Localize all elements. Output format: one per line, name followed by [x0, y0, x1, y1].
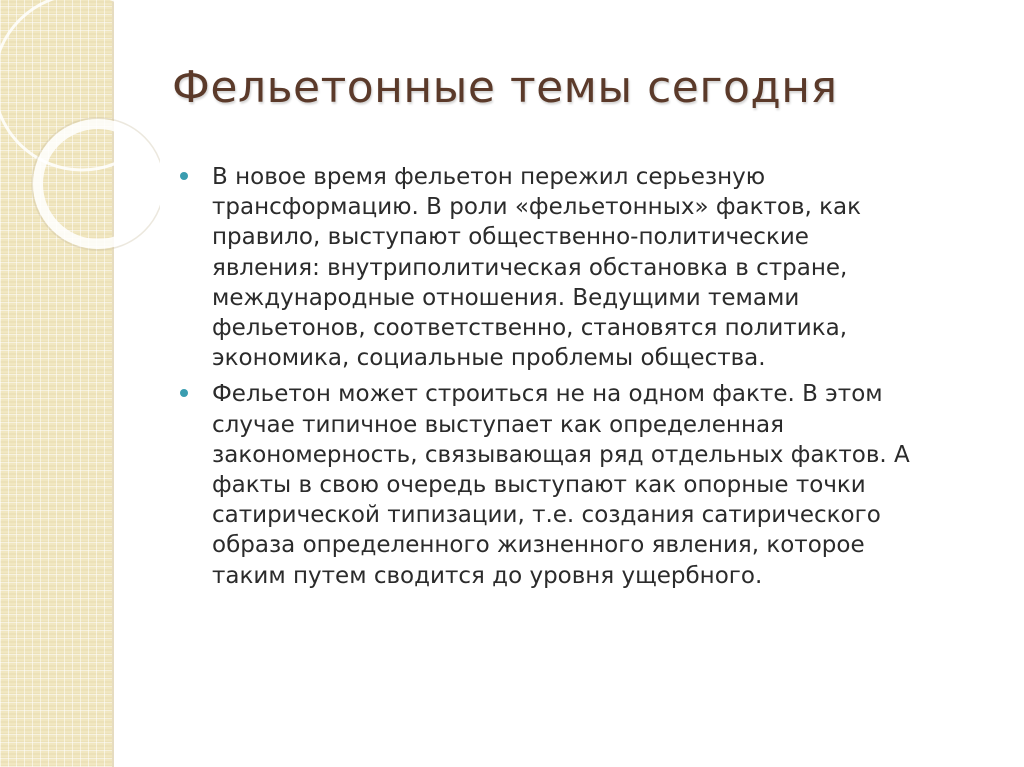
bullet-item [178, 162, 968, 373]
bullet-dot-icon [180, 389, 188, 397]
slide-title: Фельетонные темы сегодня [172, 62, 838, 113]
bullet-list [178, 162, 968, 591]
bullet-text: В новое время фельетон пережил серьезную трансформацию. В роли «фельетонных» фактов, как правило, выступают общественно-политические явления: внутриполитическая обстановка в стране, международные отношения. Ведущими темами фельетонов, соответственно, становятся политика, экономика, социальные проблемы общества. [212, 164, 862, 372]
decorative-ring-small [38, 124, 158, 244]
decorative-ring-large [0, 0, 160, 170]
bullet-item [178, 379, 968, 590]
decorative-rings [0, 0, 160, 260]
bullet-dot-icon [180, 172, 188, 180]
bullet-text: Фельетон может строиться не на одном факте. В этом случае типичное выступает как определенная закономерность, связывающая ряд отдельных фактов. А факты в свою очередь выступают как опорные точки сатирической типизации, т.е. создания сатирического образа определенного жизненного явления, которое таким путем сводится до уровня ущербного. [212, 381, 910, 589]
slide-content [178, 162, 968, 597]
